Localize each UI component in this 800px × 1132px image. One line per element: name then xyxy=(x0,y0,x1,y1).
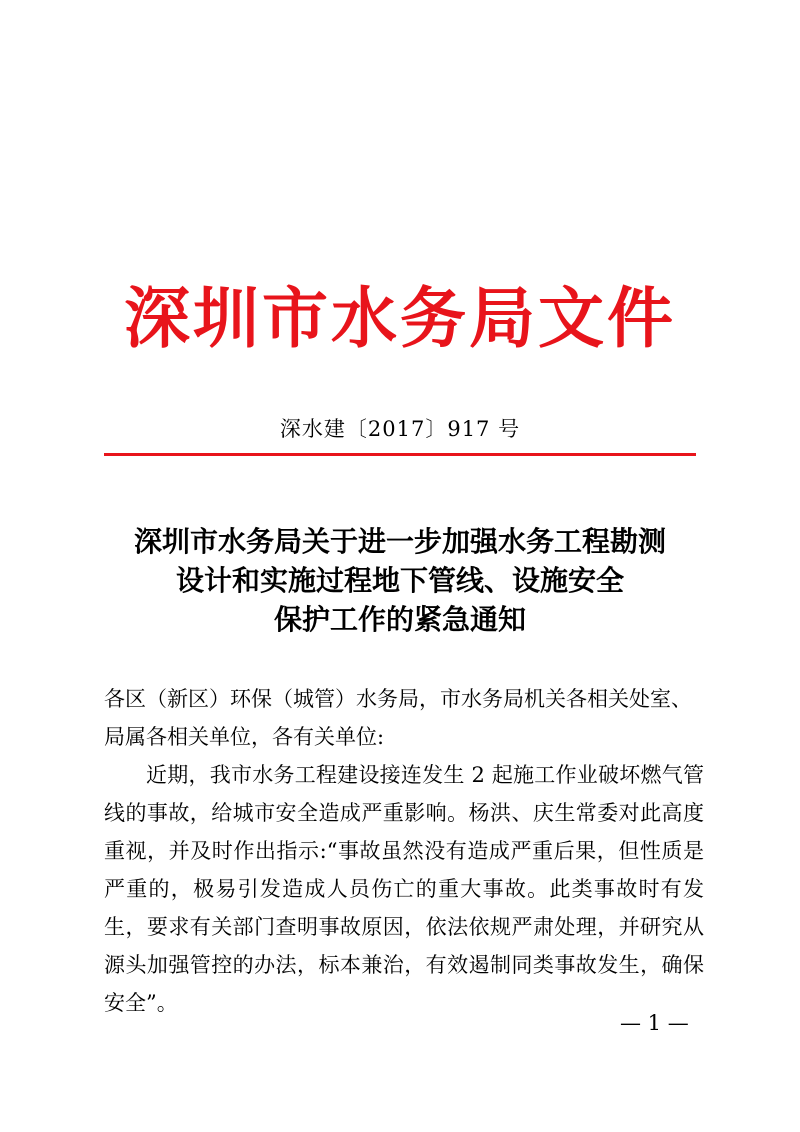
title-line-3: 保护工作的紧急通知 xyxy=(273,603,526,636)
body-paragraph: 近期，我市水务工程建设接连发生 2 起施工作业破坏燃气管线的事故，给城市安全造成严重影响。杨洪、庆生常委对此高度重视，并及时作出指示:“事故虽然没有造成严重后果，但性质是严重的，极易引发造成人员伤亡的重大事故。此类事故时有发生，要求有关部门查明事故原因，依法依规严肃处理，并研究从源头加强管控的办法，标本兼治，有效遏制同类事故发生，确保安全”。 xyxy=(104,763,704,1015)
addressee-line: 各区（新区）环保（城管）水务局，市水务局机关各相关处室、局属各相关单位，各有关单位: xyxy=(104,687,692,749)
document-body xyxy=(104,680,704,1022)
document-number: 深水建〔2017〕917 号 xyxy=(279,417,521,441)
red-separator-rule xyxy=(104,453,696,456)
title-line-1: 深圳市水务局关于进一步加强水务工程勘测 xyxy=(133,525,666,558)
page-number: — 1 — xyxy=(620,1011,689,1035)
title-line-2: 设计和实施过程地下管线、设施安全 xyxy=(175,564,624,597)
document-title xyxy=(0,522,800,639)
masthead-title: 深圳市水务局文件 xyxy=(124,279,676,357)
